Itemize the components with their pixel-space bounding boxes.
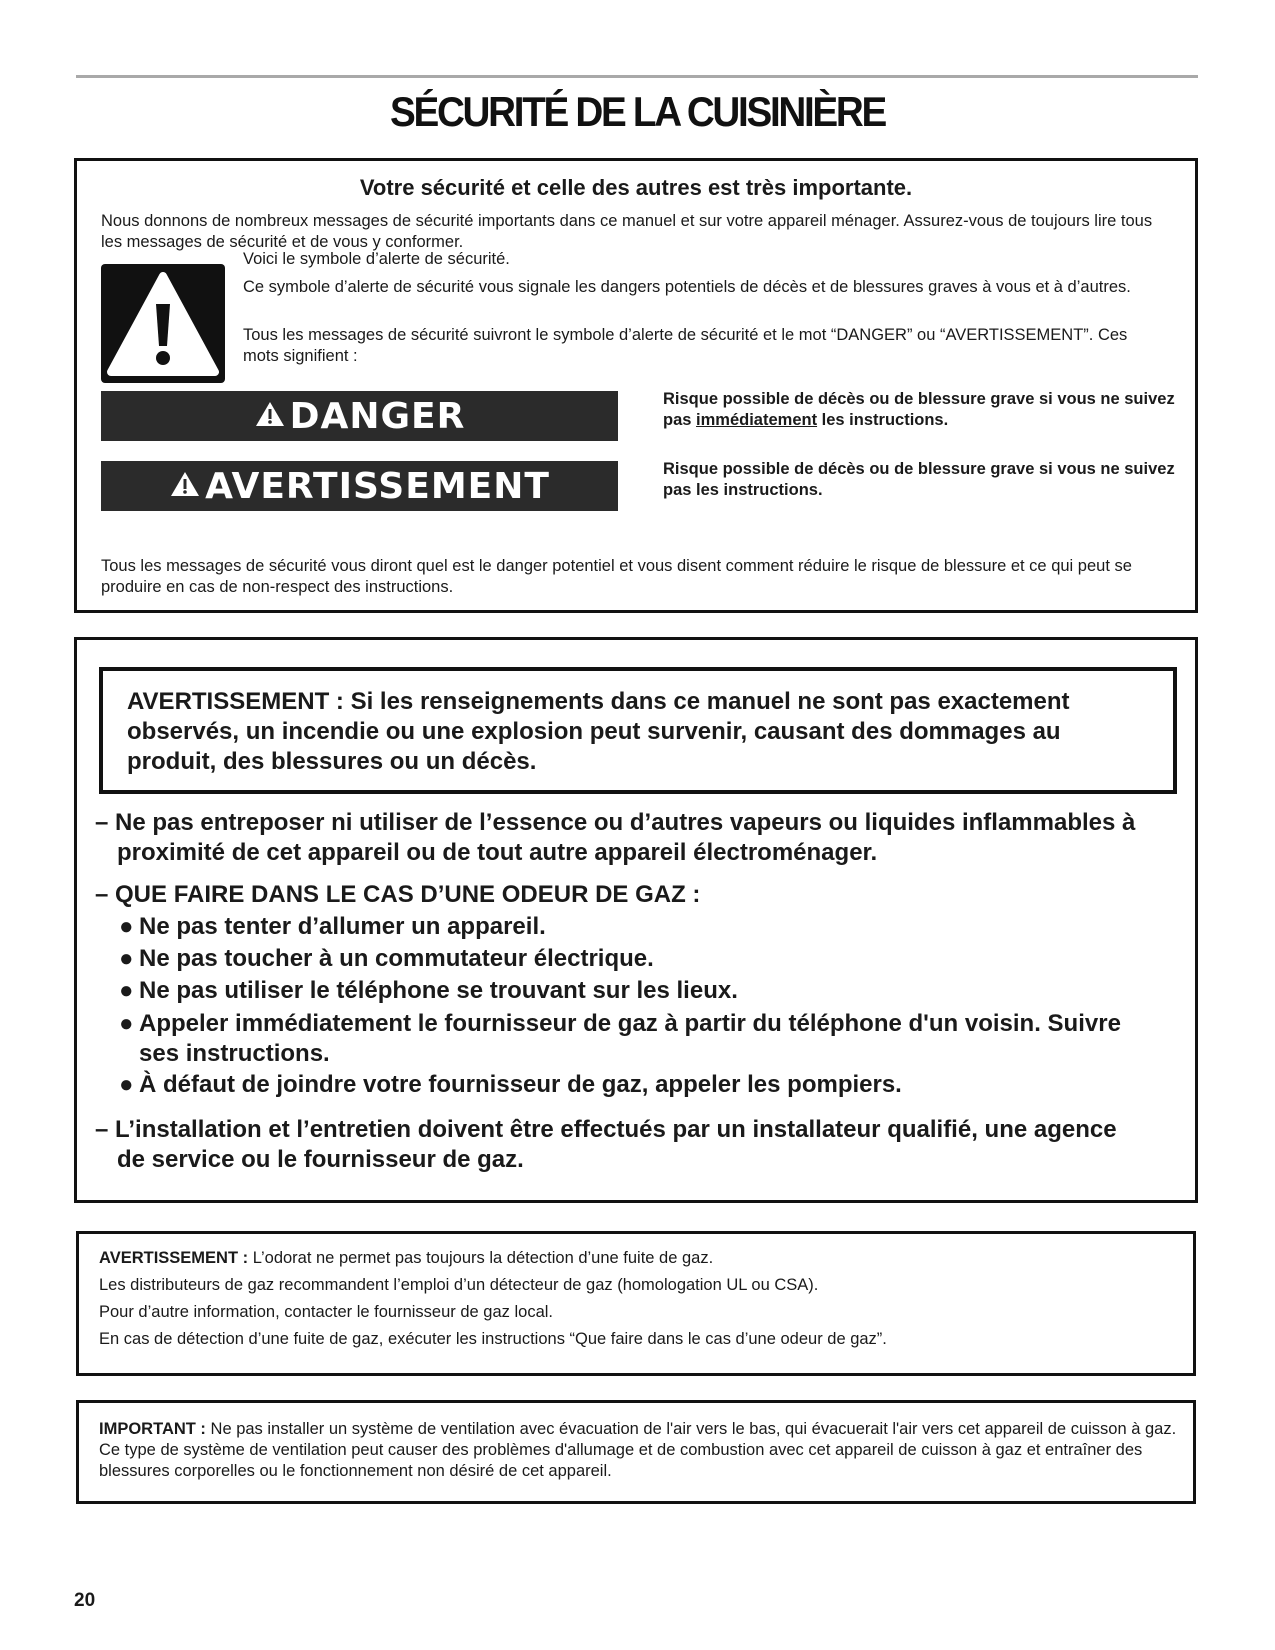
- bullet-icon: ●: [119, 913, 134, 940]
- bullet-text: À défaut de joindre votre fournisseur de gaz, appeler les pompiers.: [139, 1071, 902, 1098]
- bullet-icon: ●: [119, 1071, 134, 1098]
- detector-line-4: En cas de détection d’une fuite de gaz, exécuter les instructions “Que faire dans le cas d’une odeur de gaz”.: [99, 1330, 887, 1348]
- alert-triangle-icon: [254, 396, 286, 437]
- top-rule: [76, 75, 1198, 78]
- symbol-description-3: Tous les messages de sécurité suivront le symbole d’alerte de sécurité et le mot “DANGER” ou “AVERTISSEMENT”. Ces mots signifient :: [243, 326, 1128, 365]
- bullet-text: Ne pas tenter d’allumer un appareil.: [139, 913, 546, 940]
- alert-triangle-icon: [169, 466, 201, 507]
- detector-warning-line: [99, 1248, 1169, 1268]
- danger-desc-emphasis: immédiatement: [696, 411, 818, 429]
- installation-instruction: [95, 1115, 1145, 1175]
- warning-label: AVERTISSEMENT: [205, 465, 550, 507]
- safety-heading: Votre sécurité et celle des autres est très importante.: [359, 175, 913, 200]
- list-item: [119, 944, 1159, 974]
- bullet-text: Ne pas toucher à un commutateur électrique.: [139, 945, 654, 972]
- no-flammables-instruction: [95, 808, 1145, 868]
- danger-desc-text: Risque possible de décès ou de blessure grave si vous ne suivez pas: [663, 390, 1175, 429]
- list-item: [119, 976, 1159, 1006]
- bullet-icon: ●: [119, 977, 134, 1004]
- symbol-description-1: Voici le symbole d’alerte de sécurité.: [243, 250, 510, 268]
- important-text: Ne pas installer un système de ventilation avec évacuation de l'air vers le bas, qui évacuerait l'air vers cet appareil de cuisson à gaz. Ce type de système de ventilation peut causer des problèmes d'allumage et de combustion avec cet appareil de cuisson à gaz et entraîner des blessures corporelles ou le fonctionnement non désiré de cet appareil.: [99, 1420, 1177, 1480]
- ventilation-important-text: [99, 1419, 1179, 1482]
- warning-description: Risque possible de décès ou de blessure grave si vous ne suivez pas les instructions.: [663, 460, 1175, 499]
- fire-explosion-warning-text: AVERTISSEMENT : Si les renseignements dans ce manuel ne sont pas exactement observés, un incendie ou une explosion peut survenir, causant des dommages au produit, des blessures ou un décès.: [127, 688, 1070, 775]
- gas-warning-box: [74, 637, 1198, 1203]
- detector-text: L’odorat ne permet pas toujours la détection d’une fuite de gaz.: [248, 1249, 714, 1267]
- danger-description: [663, 389, 1183, 431]
- safety-alert-triangle-icon: [101, 264, 225, 383]
- bullet-icon: ●: [119, 1010, 134, 1037]
- bullet-text: Ne pas utiliser le téléphone se trouvant sur les lieux.: [139, 977, 738, 1004]
- symbol-description-2: Ce symbole d’alerte de sécurité vous signale les dangers potentiels de décès et de blessures graves à vous et à d’autres.: [243, 278, 1131, 296]
- important-label: IMPORTANT :: [99, 1420, 206, 1438]
- no-flammables-text: – Ne pas entreposer ni utiliser de l’essence ou d’autres vapeurs ou liquides inflammables à proximité de cet appareil ou de tout autre appareil électroménager.: [95, 809, 1136, 866]
- ventilation-important-box: [76, 1400, 1196, 1504]
- danger-signal-bar: [101, 391, 618, 441]
- bullet-icon: ●: [119, 945, 134, 972]
- gas-detector-box: [76, 1231, 1196, 1376]
- list-item: [119, 1009, 1159, 1069]
- gas-odor-heading: – QUE FAIRE DANS LE CAS D’UNE ODEUR DE GAZ :: [95, 881, 701, 908]
- danger-desc-text-end: les instructions.: [817, 411, 949, 429]
- installation-text: – L’installation et l’entretien doivent être effectués par un installateur qualifié, une agence de service ou le fournisseur de gaz.: [95, 1116, 1117, 1173]
- fire-explosion-warning: [99, 667, 1177, 794]
- detector-line-2: Les distributeurs de gaz recommandent l’emploi d’un détecteur de gaz (homologation UL ou CSA).: [99, 1276, 819, 1294]
- page-title: SÉCURITÉ DE LA CUISINIÈRE: [390, 88, 885, 135]
- list-item: [119, 1070, 1159, 1100]
- bullet-text: Appeler immédiatement le fournisseur de gaz à partir du téléphone d'un voisin. Suivre ses instructions.: [139, 1010, 1121, 1067]
- safety-intro: Nous donnons de nombreux messages de sécurité importants dans ce manuel et sur votre appareil ménager. Assurez-vous de toujours lire tous les messages de sécurité et de vous y conformer.: [101, 212, 1153, 251]
- warning-signal-bar: [101, 461, 618, 511]
- warning-label: AVERTISSEMENT :: [99, 1249, 249, 1267]
- safety-info-box: [74, 158, 1198, 613]
- page-number: 20: [74, 1590, 96, 1611]
- list-item: [119, 912, 1159, 942]
- danger-label: DANGER: [289, 395, 466, 437]
- detector-line-3: Pour d’autre information, contacter le fournisseur de gaz local.: [99, 1303, 553, 1321]
- safety-footer: Tous les messages de sécurité vous diront quel est le danger potentiel et vous disent comment réduire le risque de blessure et ce qui peut se produire en cas de non-respect des instructions.: [101, 557, 1132, 596]
